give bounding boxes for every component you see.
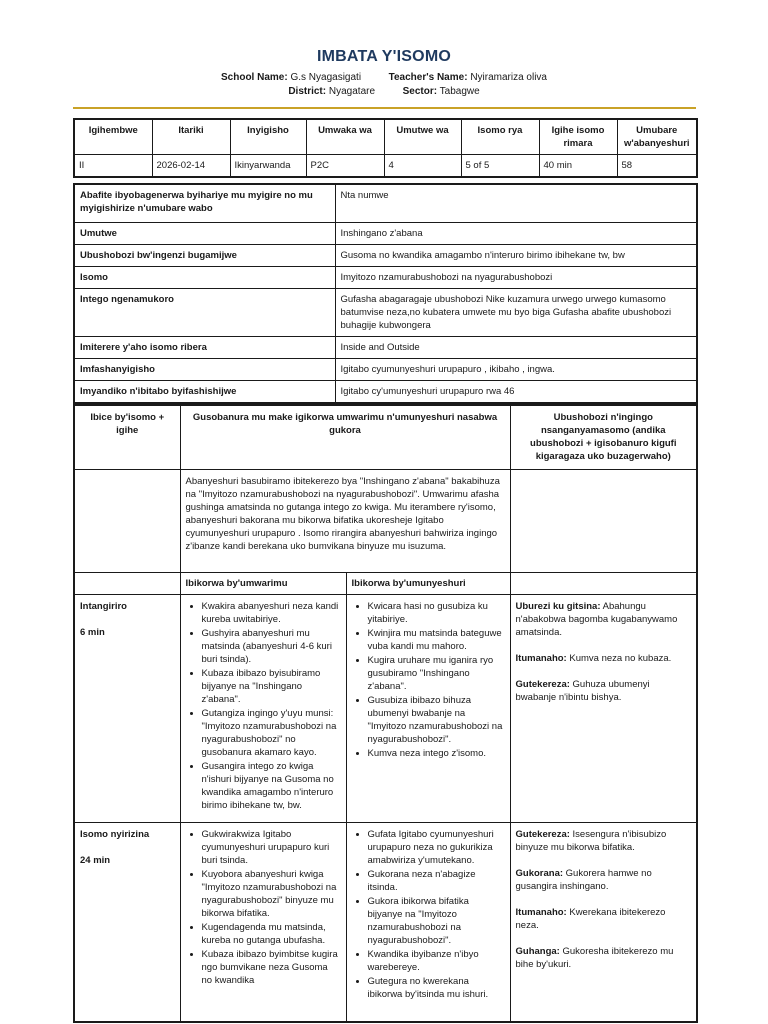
detail-key: Imfashanyigisho xyxy=(74,358,335,380)
district-value: Nyagatare xyxy=(328,86,376,97)
stage-time: 24 min xyxy=(80,854,111,866)
detail-value: Nta numwe xyxy=(335,184,697,222)
list-item: • Kubaza ibibazo byisubiramo bijyanye na "Inshingano z'abana". xyxy=(202,667,341,706)
detail-value: Gufasha abagaragaje ubushobozi Nike kuzamura urwego urwego kumasomo batumvise neza,no kubatera umwete mu byo biga Gufasha abafite ubushobozi buhagije kubwongera xyxy=(335,288,697,336)
competence-item: Itumanaho: Kumva neza no kubaza. xyxy=(515,652,672,664)
plan-stage-row xyxy=(74,594,697,822)
list-item: • Kugendagenda mu matsinda, kureba no gutanga ubufasha. xyxy=(202,921,341,947)
info-header-cell: Itariki xyxy=(152,119,230,155)
info-header-cell: Umubare w'abanyeshuri xyxy=(617,119,697,155)
detail-key: Abafite ibyobagenerwa byihariye mu myigire no mu myigishirize n'umubare wabo xyxy=(74,184,335,222)
detail-row xyxy=(74,244,697,266)
detail-row xyxy=(74,336,697,358)
plan-header-activities: Gusobanura mu make igikorwa umwarimu n'umunyeshuri nasabwa gukora xyxy=(180,405,510,469)
plan-header-competences: Ubushobozi n'ingingo nsanganyamasomo (andika ubushobozi + igisobanuro kigufi kigaragaza uko buzagerwaho) xyxy=(510,405,697,469)
info-value-row xyxy=(74,155,697,178)
competence-item: Uburezi ku gitsina: Abahungu n'abakobwa bagomba kugabanywamo amatsinda. xyxy=(515,600,678,638)
plan-intro-row xyxy=(74,469,697,572)
list-item: • Kugira uruhare mu iganira ryo gusubiramo "Inshingano z'abana". xyxy=(368,654,505,693)
competence-item: Gutekereza: Guhuza ubumenyi bwabanje n'ibintu bishya. xyxy=(515,678,650,703)
student-activities xyxy=(346,822,510,1022)
detail-value: Inshingano z'abana xyxy=(335,222,697,244)
detail-value: Gusoma no kwandika amagambo n'interuro birimo ibihekane tw, bw xyxy=(335,244,697,266)
stage-cell xyxy=(74,822,180,1022)
student-activities xyxy=(346,594,510,822)
sector-label: Sector: xyxy=(402,86,438,97)
list-item: • Gusangira intego zo kwiga n'ishuri bijyanye na Gusoma no kwandika amagambo n'interuro birimo ibihekane tw, bw. xyxy=(202,760,341,812)
lesson-details-table xyxy=(73,183,698,404)
detail-key: Ubushobozi bw'ingenzi bugamijwe xyxy=(74,244,335,266)
info-header-cell: Isomo rya xyxy=(461,119,539,155)
list-item: • Gusubiza ibibazo bihuza ubumenyi bwabanje na "Imyitozo nzamurabushobozi na nyagurabushobozi". xyxy=(368,694,505,746)
detail-value: Igitabo cyumunyeshuri urupapuro , ikibaho , ingwa. xyxy=(335,358,697,380)
sector-value: Tabagwe xyxy=(439,86,480,97)
list-item: • Gukwirakwiza Igitabo cyumunyeshuri urupapuro kuri buri tsinda. xyxy=(202,828,341,867)
competence-item: Guhanga: Gukoresha ibitekerezo mu bihe by'ukuri. xyxy=(515,945,674,970)
info-header-cell: Umwaka wa xyxy=(306,119,384,155)
info-value-cell: 2026-02-14 xyxy=(152,155,230,178)
competences-cell xyxy=(510,594,697,822)
info-header-cell: Igihembwe xyxy=(74,119,152,155)
detail-value: Imyitozo nzamurabushobozi na nyagurabushobozi xyxy=(335,266,697,288)
school-value: G.s Nyagasigati xyxy=(290,72,362,83)
competence-item: Itumanaho: Kwerekana ibitekerezo neza. xyxy=(515,906,666,931)
plan-subheader-row xyxy=(74,572,697,594)
teacher-activities-header: Ibikorwa by'umwarimu xyxy=(180,572,346,594)
competence-item: Gutekereza: Isesengura n'ibisubizo binyuze mu bikorwa bifatika. xyxy=(515,828,667,853)
detail-row xyxy=(74,380,697,403)
detail-row xyxy=(74,222,697,244)
list-item: • Kumva neza intego z'isomo. xyxy=(368,747,505,760)
detail-key: Isomo xyxy=(74,266,335,288)
info-value-cell: II xyxy=(74,155,152,178)
plan-header-row xyxy=(74,405,697,469)
list-item: • Kubaza ibibazo byimbitse kugira ngo bumvikane neza Gusoma no kwandika xyxy=(202,948,341,987)
info-value-cell: 5 of 5 xyxy=(461,155,539,178)
district-sector-line xyxy=(0,85,768,99)
info-header-row xyxy=(74,119,697,155)
detail-row xyxy=(74,288,697,336)
info-value-cell: 4 xyxy=(384,155,461,178)
list-item: • Gutangiza ingingo y'uyu munsi: "Imyitozo nzamurabushobozi na nyagurabushobozi" no gusobanura akamaro kayo. xyxy=(202,707,341,759)
info-value-cell: P2C xyxy=(306,155,384,178)
info-value-cell: Ikinyarwanda xyxy=(230,155,306,178)
stage-time: 6 min xyxy=(80,626,105,638)
list-item: • Gukora ibikorwa bifatika bijyanye na "Imyitozo nzamurabushobozi na nyagurabushobozi". xyxy=(368,895,505,947)
detail-key: Imiterere y'aho isomo ribera xyxy=(74,336,335,358)
teacher-label: Teacher's Name: xyxy=(388,72,468,83)
detail-row xyxy=(74,184,697,222)
info-value-cell: 58 xyxy=(617,155,697,178)
teacher-activities xyxy=(180,822,346,1022)
stage-name: Intangiriro xyxy=(80,600,127,612)
info-value-cell: 40 min xyxy=(539,155,617,178)
detail-row xyxy=(74,358,697,380)
document-title: IMBATA Y'ISOMO xyxy=(316,48,451,65)
list-item: • Kwandika ibyibanze n'ibyo warebereye. xyxy=(368,948,505,974)
info-header-cell: Inyigisho xyxy=(230,119,306,155)
list-item: • Kwakira abanyeshuri neza kandi kureba uwitabiriye. xyxy=(202,600,341,626)
stage-name: Isomo nyirizina xyxy=(80,828,150,840)
plan-intro-text: Abanyeshuri basubiramo ibitekerezo bya "Inshingano z'abana" bakabihuza na "Imyitozo nzamurabushobozi na nyagurabushobozi". Umwarimu afasha gushinga amatsinda no gutanga intego zo kwiga. Mu iterambere ry'isomo, abanyeshuri bakorana mu bikorwa bifatika ukoresheje Igitabo cyumunyeshuri urupapuro . Isomo rirangira abanyeshuri bahwiriza ingingo z'ibanze kandi berekana uko bumvikana binyuze mu isuzuma. xyxy=(180,469,510,572)
lesson-plan-table xyxy=(73,404,698,1023)
info-header-cell: Igihe isomo rimara xyxy=(539,119,617,155)
list-item: • Gukorana neza n'abagize itsinda. xyxy=(368,868,505,894)
teacher-value: Nyiramariza oliva xyxy=(470,72,547,83)
header-divider xyxy=(73,107,696,109)
info-header-cell: Umutwe wa xyxy=(384,119,461,155)
competence-item: Gukorana: Gukorera hamwe no gusangira inshingano. xyxy=(515,867,652,892)
lesson-info-table xyxy=(73,118,698,178)
list-item: • Kwinjira mu matsinda bateguwe vuba kandi mu mahoro. xyxy=(368,627,505,653)
list-item: • Kwicara hasi no gusubiza ku yitabiriye. xyxy=(368,600,505,626)
school-label: School Name: xyxy=(221,72,288,83)
list-item: • Gushyira abanyeshuri mu matsinda (abanyeshuri 4-6 kuri buri tsinda). xyxy=(202,627,341,666)
detail-key: Umutwe xyxy=(74,222,335,244)
detail-key: Intego ngenamukoro xyxy=(74,288,335,336)
detail-value: Igitabo cy'umunyeshuri urupapuro rwa 46 xyxy=(335,380,697,403)
detail-value: Inside and Outside xyxy=(335,336,697,358)
school-teacher-line xyxy=(0,71,768,85)
teacher-activities xyxy=(180,594,346,822)
competences-cell xyxy=(510,822,697,1022)
list-item: • Gutegura no kwerekana ibikorwa by'itsinda mu ishuri. xyxy=(368,975,505,1001)
plan-stage-row xyxy=(74,822,697,1022)
detail-key: Imyandiko n'ibitabo byifashishijwe xyxy=(74,380,335,403)
plan-header-stage: Ibice by'isomo + igihe xyxy=(74,405,180,469)
list-item: • Gufata Igitabo cyumunyeshuri urupapuro neza no gukurikiza amabwiriza y'umutekano. xyxy=(368,828,505,867)
stage-cell xyxy=(74,594,180,822)
list-item: • Kuyobora abanyeshuri kwiga "Imyitozo nzamurabushobozi na nyagurabushobozi" binyuze mu bikorwa bifatika. xyxy=(202,868,341,920)
detail-row xyxy=(74,266,697,288)
student-activities-header: Ibikorwa by'umunyeshuri xyxy=(346,572,510,594)
district-label: District: xyxy=(288,86,327,97)
